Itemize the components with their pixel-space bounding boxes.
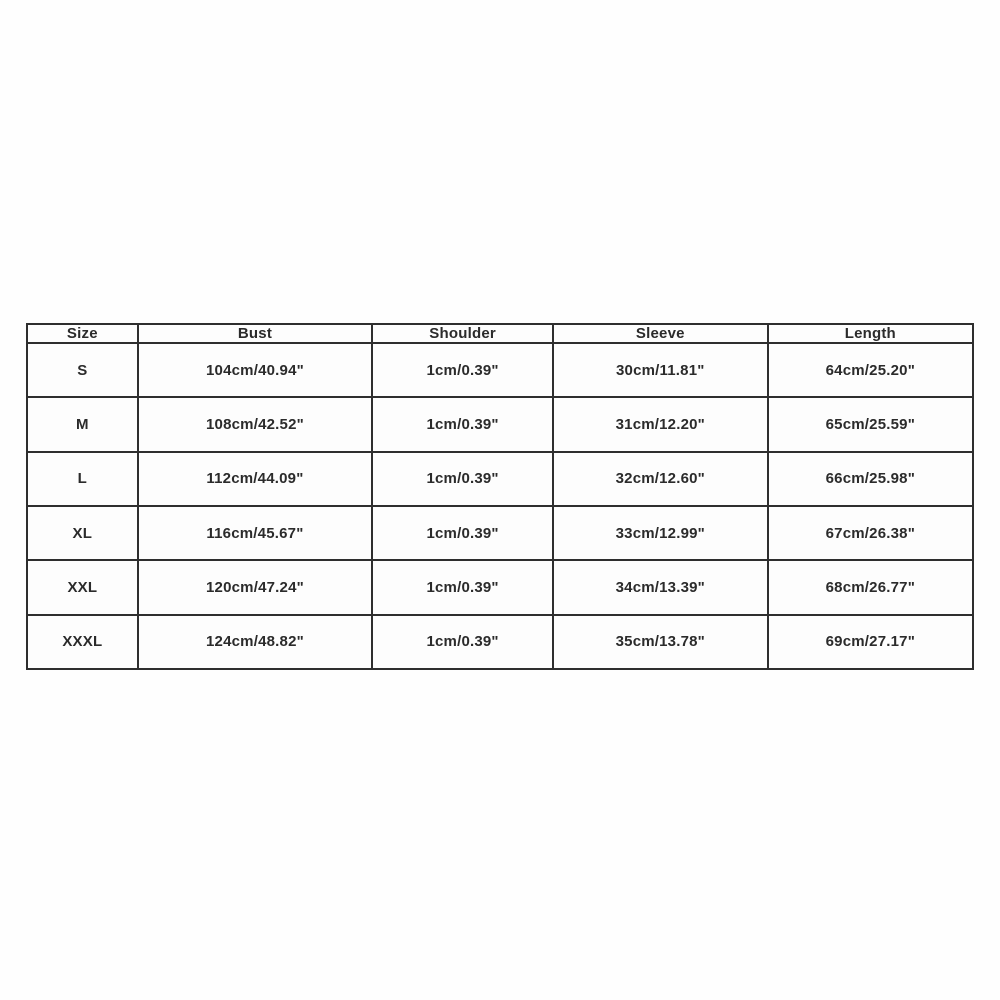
cell-xxl-size: XXL	[27, 560, 138, 614]
cell-xxxl-bust: 124cm/48.82"	[138, 615, 373, 669]
cell-m-shoulder: 1cm/0.39"	[372, 397, 553, 451]
cell-xl-bust: 116cm/45.67"	[138, 506, 373, 560]
column-header-length: Length	[768, 324, 973, 343]
cell-m-sleeve: 31cm/12.20"	[553, 397, 768, 451]
cell-m-length: 65cm/25.59"	[768, 397, 973, 451]
cell-l-size: L	[27, 452, 138, 506]
header-row	[27, 324, 973, 343]
table-row-xxl	[27, 560, 973, 614]
table-row-m	[27, 397, 973, 451]
cell-m-bust: 108cm/42.52"	[138, 397, 373, 451]
cell-m-size: M	[27, 397, 138, 451]
column-header-bust: Bust	[138, 324, 373, 343]
cell-s-length: 64cm/25.20"	[768, 343, 973, 397]
cell-l-sleeve: 32cm/12.60"	[553, 452, 768, 506]
column-header-shoulder: Shoulder	[372, 324, 553, 343]
cell-xl-size: XL	[27, 506, 138, 560]
cell-s-sleeve: 30cm/11.81"	[553, 343, 768, 397]
table-row-xl	[27, 506, 973, 560]
cell-xxl-sleeve: 34cm/13.39"	[553, 560, 768, 614]
cell-s-bust: 104cm/40.94"	[138, 343, 373, 397]
cell-xxl-shoulder: 1cm/0.39"	[372, 560, 553, 614]
cell-s-shoulder: 1cm/0.39"	[372, 343, 553, 397]
cell-xxxl-length: 69cm/27.17"	[768, 615, 973, 669]
cell-xl-shoulder: 1cm/0.39"	[372, 506, 553, 560]
cell-xl-sleeve: 33cm/12.99"	[553, 506, 768, 560]
cell-xxxl-shoulder: 1cm/0.39"	[372, 615, 553, 669]
cell-l-bust: 112cm/44.09"	[138, 452, 373, 506]
column-header-sleeve: Sleeve	[553, 324, 768, 343]
cell-l-length: 66cm/25.98"	[768, 452, 973, 506]
size-table-body	[27, 343, 973, 669]
cell-xxl-length: 68cm/26.77"	[768, 560, 973, 614]
table-row-s	[27, 343, 973, 397]
cell-l-shoulder: 1cm/0.39"	[372, 452, 553, 506]
cell-xxl-bust: 120cm/47.24"	[138, 560, 373, 614]
column-header-size: Size	[27, 324, 138, 343]
table-row-l	[27, 452, 973, 506]
cell-s-size: S	[27, 343, 138, 397]
size-chart-table	[26, 323, 974, 670]
table-row-xxxl	[27, 615, 973, 669]
cell-xl-length: 67cm/26.38"	[768, 506, 973, 560]
cell-xxxl-size: XXXL	[27, 615, 138, 669]
cell-xxxl-sleeve: 35cm/13.78"	[553, 615, 768, 669]
